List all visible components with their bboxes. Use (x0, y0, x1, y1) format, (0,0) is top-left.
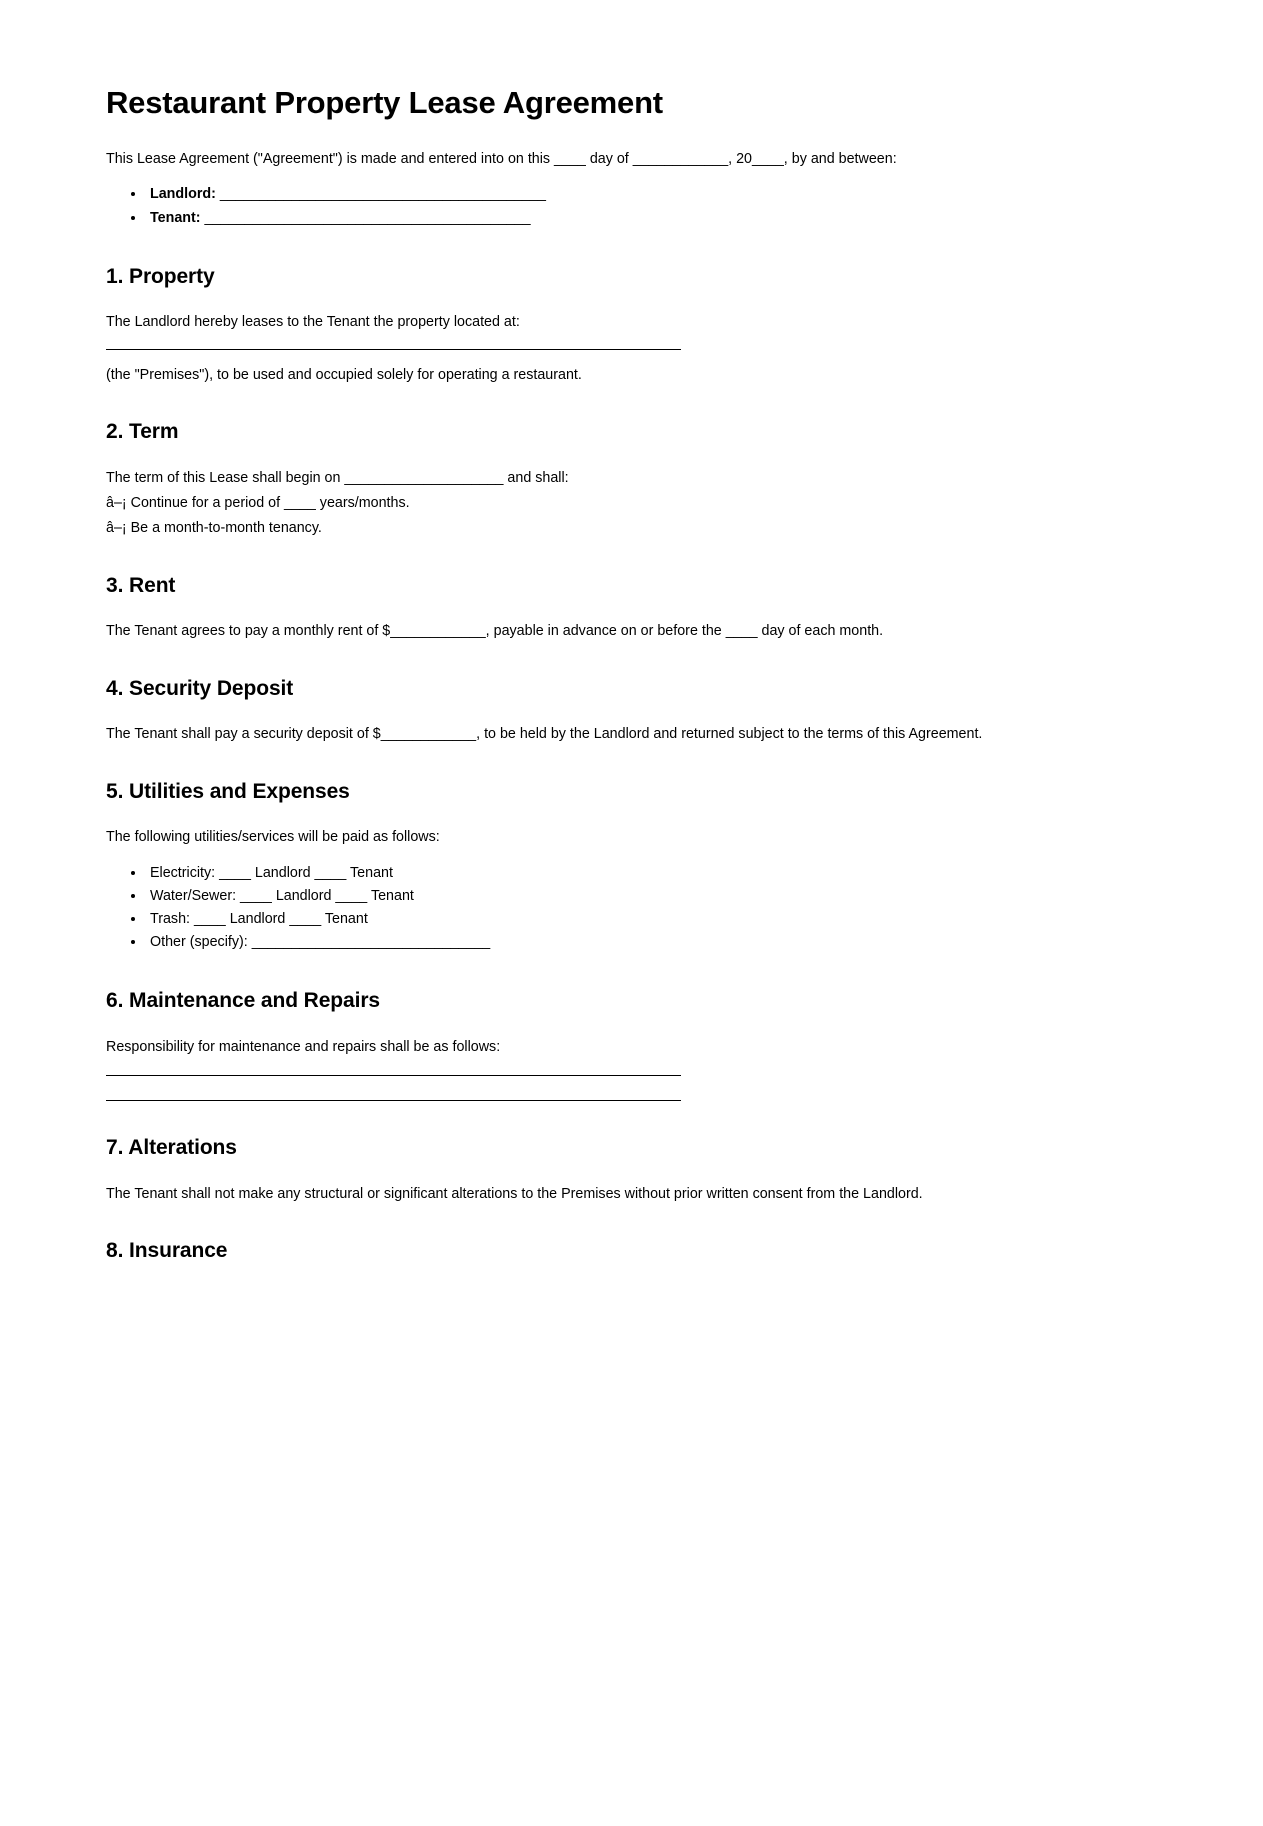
maintenance-blank-rule-1[interactable] (106, 1075, 681, 1076)
list-item-landlord (146, 183, 1157, 206)
term-option-continue[interactable]: â–¡ Continue for a period of ____ years/months. (106, 495, 410, 512)
maintenance-intro: Responsibility for maintenance and repairs shall be as follows: (106, 1038, 501, 1055)
landlord-blank[interactable]: _________________________________________ (215, 186, 546, 203)
document-body (106, 84, 1157, 1786)
section-heading-rent: 3. Rent (106, 573, 176, 597)
landlord-label: Landlord: (150, 186, 216, 203)
section-heading-term: 2. Term (106, 420, 179, 444)
parties-list (106, 183, 1157, 229)
rent-body: The Tenant agrees to pay a monthly rent of $____________, payable in advance on or before the ____ day of each month. (106, 623, 884, 639)
term-option-month-to-month[interactable]: â–¡ Be a month-to-month tenancy. (106, 519, 322, 536)
list-item[interactable]: • Water/Sewer: ____ Landlord ____ Tenant (146, 885, 1157, 908)
section-heading-property: 1. Property (106, 264, 215, 288)
security-deposit-body: The Tenant shall pay a security deposit of $____________, to be held by the Landlord and returned subject to the terms of this Agreement. (106, 725, 983, 742)
section-heading-utilities: 5. Utilities and Expenses (106, 779, 350, 803)
list-item[interactable]: • Other (specify): ______________________________ (146, 931, 1157, 954)
list-item[interactable]: • Electricity: ____ Landlord ____ Tenant (146, 862, 1157, 885)
section-heading-alterations: 7. Alterations (106, 1136, 237, 1160)
tenant-label: Tenant: (150, 209, 201, 226)
utilities-list (106, 862, 1157, 955)
maintenance-blank-rule-2[interactable] (106, 1100, 681, 1101)
property-address-blank-rule[interactable] (106, 349, 681, 350)
page-trailing-space (106, 1286, 1157, 1786)
intro-paragraph: This Lease Agreement ("Agreement") is made and entered into on this ____ day of ____________, 20____, by and between: (106, 150, 897, 167)
utilities-intro: The following utilities/services will be paid as follows: (106, 828, 440, 845)
property-intro: The Landlord hereby leases to the Tenant the property located at: (106, 314, 520, 331)
tenant-blank[interactable]: _________________________________________ (200, 209, 531, 226)
list-item[interactable]: • Trash: ____ Landlord ____ Tenant (146, 908, 1157, 931)
page-title: Restaurant Property Lease Agreement (106, 85, 663, 120)
section-heading-security-deposit: 4. Security Deposit (106, 676, 294, 700)
property-closing: (the "Premises"), to be used and occupied solely for operating a restaurant. (106, 366, 582, 383)
section-heading-maintenance: 6. Maintenance and Repairs (106, 989, 380, 1013)
list-item-tenant (146, 207, 1157, 230)
section-heading-insurance: 8. Insurance (106, 1239, 228, 1263)
alterations-body: The Tenant shall not make any structural or significant alterations to the Premises without prior written consent from the Landlord. (106, 1185, 923, 1202)
term-intro: The term of this Lease shall begin on ____________________ and shall: (106, 469, 569, 486)
